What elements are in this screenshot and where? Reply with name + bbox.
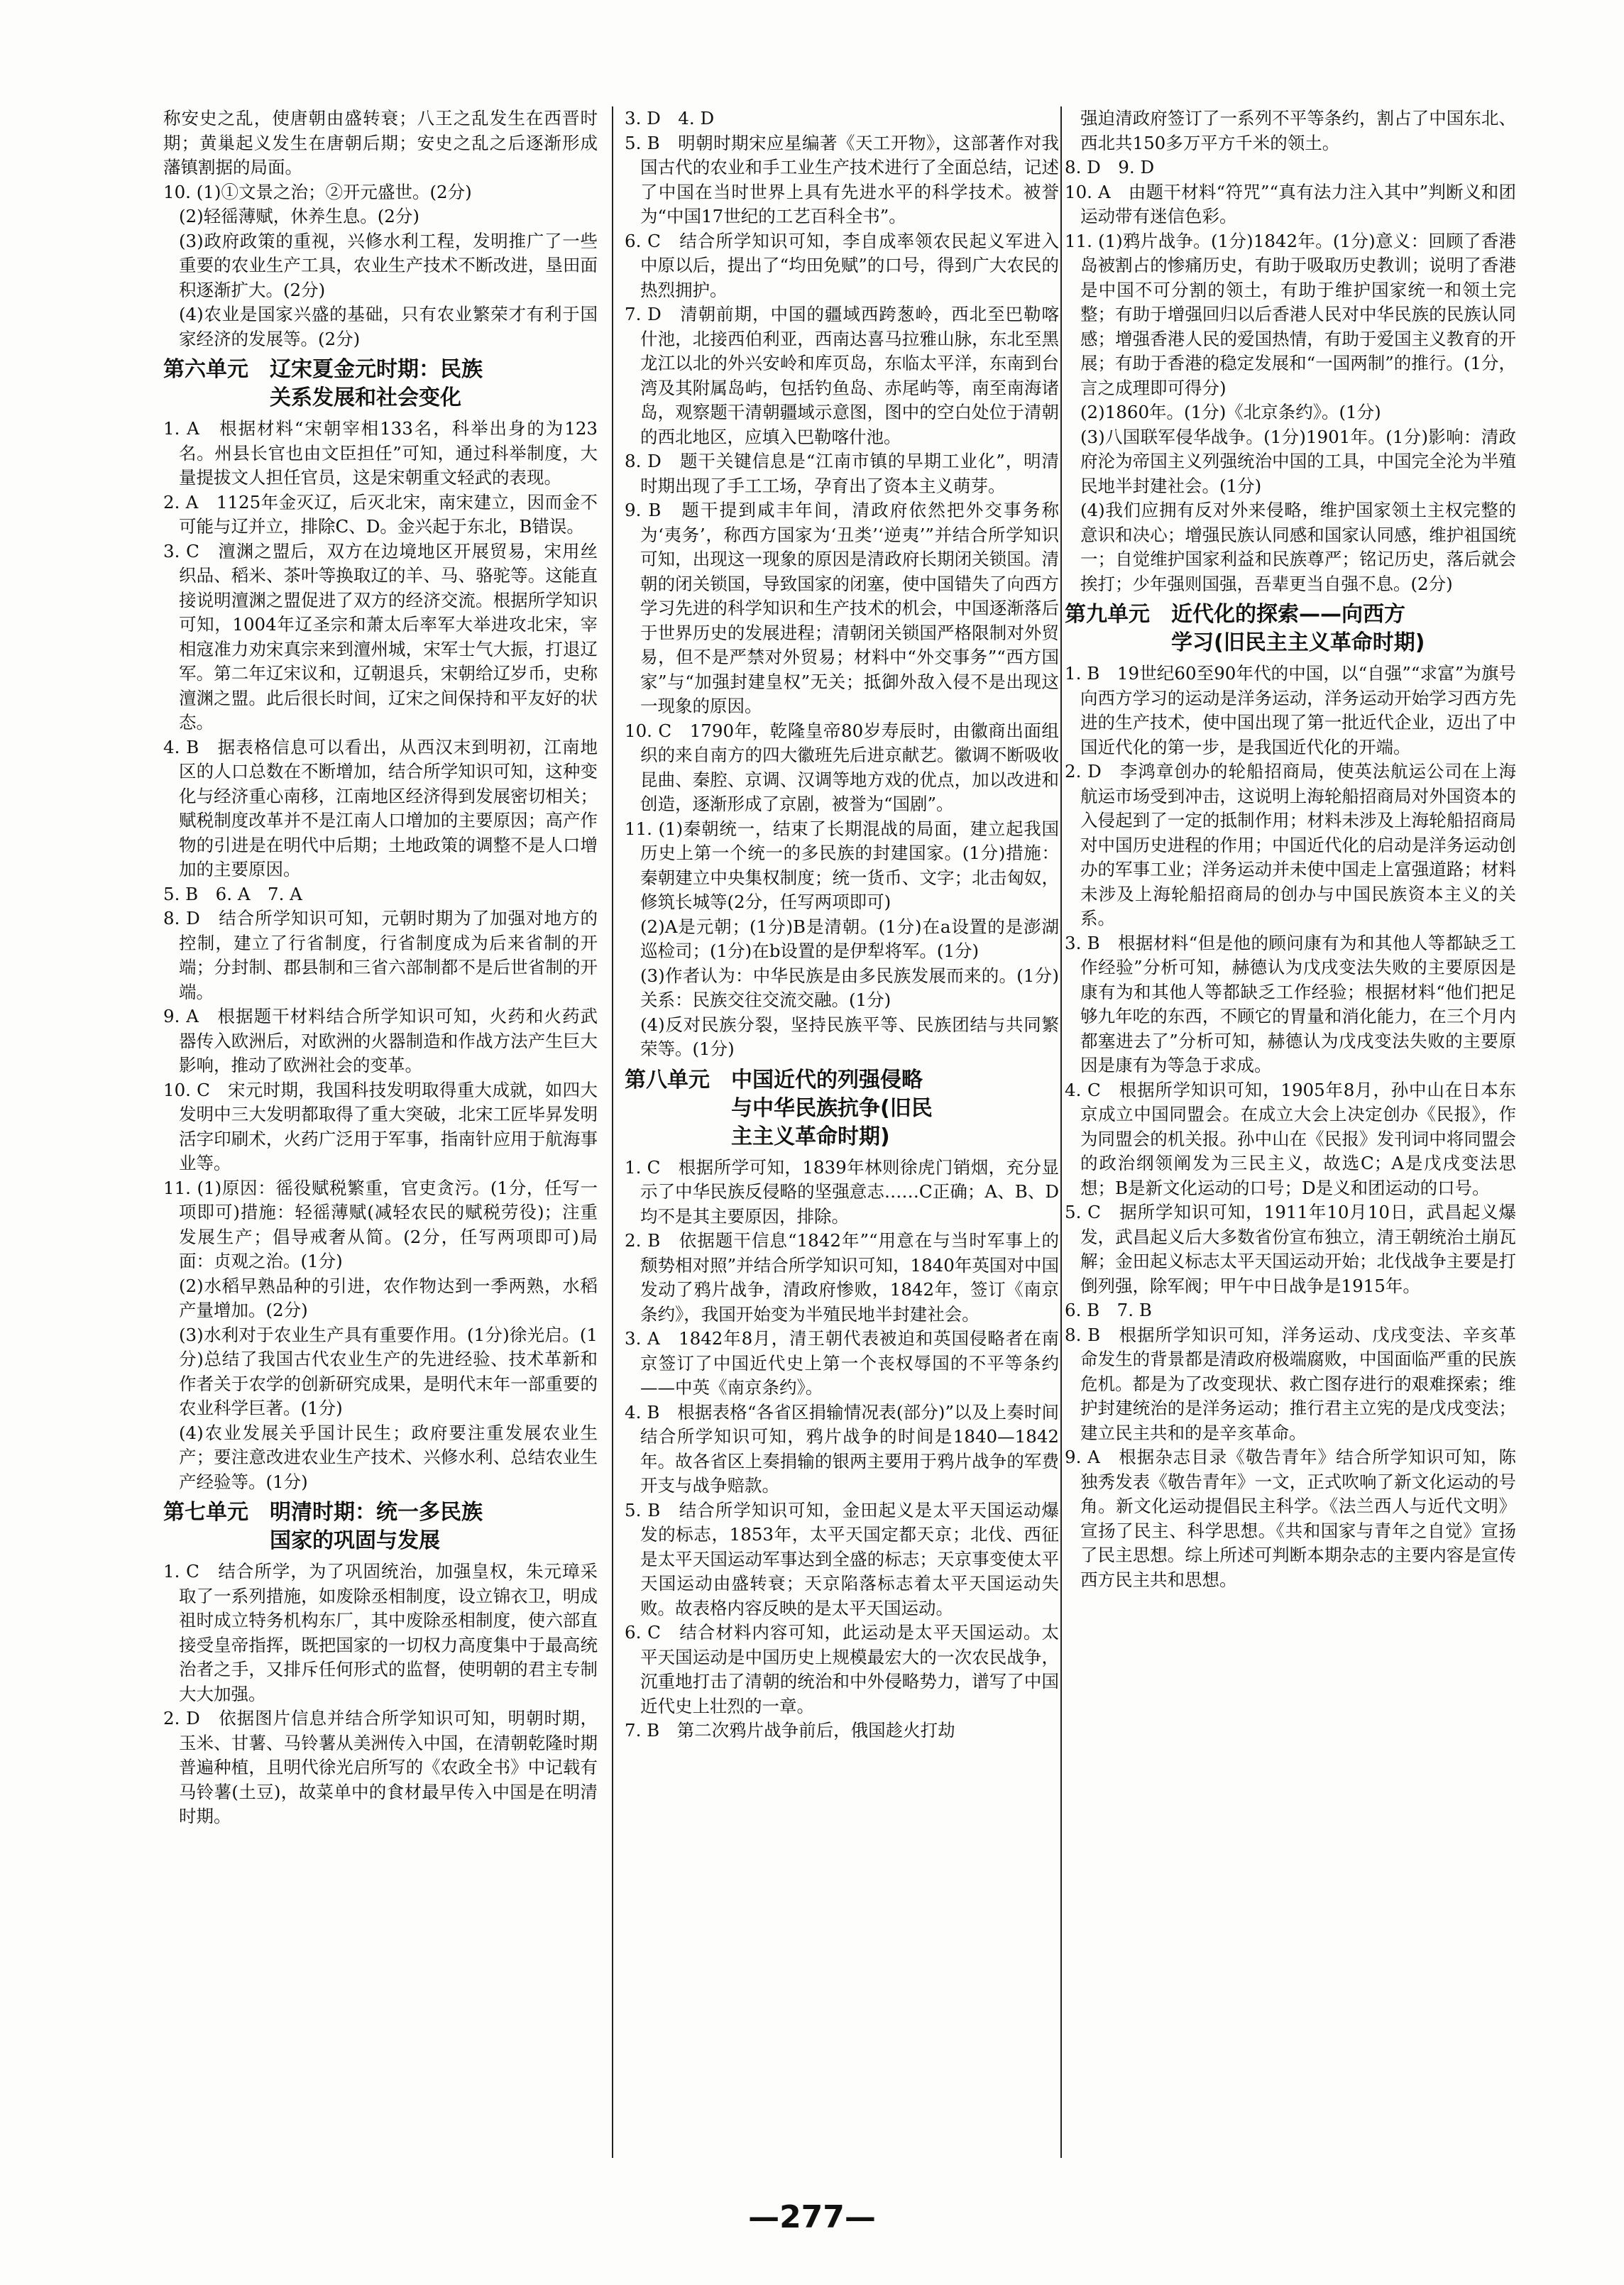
answer-text: 称安史之乱，使唐朝由盛转衰；八王之乱发生在西晋时期；黄巢起义发生在唐朝后期；安史之乱之后逐渐形成藩镇割据的局面。 bbox=[163, 108, 598, 177]
answer-sub: (4)农业是国家兴盛的基础，只有农业繁荣才有利于国家经济的发展等。(2分) bbox=[179, 304, 598, 349]
unit-heading: 第六单元 辽宋夏金元时期：民族 关系发展和社会变化 bbox=[163, 357, 483, 410]
answer-item: 10. (1)①文景之治；②开元盛世。(2分) bbox=[163, 181, 472, 202]
answer-item: 8. D 题干关键信息是“江南市镇的早期工业化”，明清时期出现了手工工场，孕育出了资本主义萌芽。 bbox=[625, 451, 1059, 496]
answer-item: 3. B 根据材料“但是他的顾问康有为和其他人等都缺乏工作经验”分析可知，赫德认为戊戌变法失败的主要原因是康有为和其他人等都缺乏工作经验；根据材料“他们把足够九年吃的东西，不顾它的胃量和消化能力，在三个月内都塞进去了”分析可知，赫德认为戊戌变法失败的主要原因是康有为等急于求成。 bbox=[1065, 932, 1516, 1075]
column-left bbox=[163, 106, 598, 2164]
answer-sub: (3)水利对于农业生产具有重要作用。(1分)徐光启。(1分)总结了我国古代农业生产的先进经验、技术革新和作者关于农学的创新研究成果，是明代末年一部重要的农业科学巨著。(1分) bbox=[179, 1324, 598, 1418]
answer-item: 5. C 据所学知识可知，1911年10月10日，武昌起义爆发，武昌起义后大多数省份宣布独立，清王朝统治土崩瓦解；金田起义标志太平天国运动开始；北伐战争主要是打倒列强，除军阀；甲午中日战争是1915年。 bbox=[1065, 1202, 1516, 1296]
answer-item: 11. (1)原因：徭役赋税繁重，官吏贪污。(1分，任写一项即可)措施：轻徭薄赋(减轻农民的赋税劳役)；注重发展生产；倡导戒奢从简。(2分，任写两项即可)局面：贞观之治。(1分) bbox=[163, 1177, 598, 1271]
column-divider bbox=[612, 106, 613, 2158]
answer-item: 5. B 明朝时期宋应星编著《天工开物》，这部著作对我国古代的农业和手工业生产技术进行了全面总结，记述了中国在当时世界上具有先进水平的科学技术。被誉为“中国17世纪的工艺百科全书”。 bbox=[625, 132, 1059, 226]
answer-item: 3. A 1842年8月，清王朝代表被迫和英国侵略者在南京签订了中国近代史上第一个丧权辱国的不平等条约——中英《南京条约》。 bbox=[625, 1328, 1059, 1398]
answer-sub: (2)轻徭薄赋，休养生息。(2分) bbox=[179, 206, 419, 226]
answer-item: 11. (1)鸦片战争。(1分)1842年。(1分)意义：回顾了香港岛被割占的惨痛历史，有助于吸取历史教训；说明了香港是中国不可分割的领土，有助于维护国家统一和领土完整；有助于增强回归以后香港人民对中华民族的民族认同感；增强香港人民的爱国热情，有助于爱国主义教育的开展；有助于香港的稳定发展和“一国两制”的推行。(1分，言之成理即可得分) bbox=[1065, 230, 1516, 398]
answer-item: 8. B 根据所学知识可知，洋务运动、戊戌变法、辛亥革命发生的背景都是清政府极端腐败，中国面临严重的民族危机。都是为了改变现状、救亡图存进行的艰难探索；维护封建统治的是洋务运动；推行君主立宪的是戊戌变法；建立民主共和的是辛亥革命。 bbox=[1065, 1324, 1516, 1443]
column-right bbox=[1065, 106, 1516, 2164]
answer-item: 6. B 7. B bbox=[1065, 1300, 1152, 1320]
answer-item: 4. B 根据表格“各省区捐输情况表(部分)”以及上奏时间结合所学知识可知，鸦片战争的时间是1840—1842年。故各省区上奏捐输的银两主要用于鸦片战争的军费开支与战争赔款。 bbox=[625, 1401, 1059, 1496]
answer-item: 2. A 1125年金灭辽，后灭北宋，南宋建立，因而金不可能与辽并立，排除C、D。金兴起于东北，B错误。 bbox=[163, 491, 598, 537]
answer-item: 6. C 结合所学知识可知，李自成率领农民起义军进入中原以后，提出了“均田免赋”的口号，得到广大农民的热烈拥护。 bbox=[625, 230, 1059, 300]
answer-sub: (3)作者认为：中华民族是由多民族发展而来的。(1分)关系：民族交往交流交融。(1分) bbox=[640, 965, 1059, 1010]
answer-item: 3. D 4. D bbox=[625, 108, 715, 128]
column-middle bbox=[625, 106, 1059, 2164]
answer-sub: (2)A是元朝；(1分)B是清朝。(1分)在a设置的是澎湖巡检司；(1分)在b设置的是伊犁将军。(1分) bbox=[640, 916, 1059, 961]
answer-item: 10. A 由题干材料“符咒”“真有法力注入其中”判断义和团运动带有迷信色彩。 bbox=[1065, 181, 1516, 226]
answer-item: 3. C 澶渊之盟后，双方在边境地区开展贸易，宋用丝织品、稻米、茶叶等换取辽的羊、马、骆驼等。这能直接说明澶渊之盟促进了双方的经济交流。根据所学知识可知，1004年辽圣宗和萧太后率军大举进攻北宋，宰相寇准力劝宋真宗来到澶州城，宋军士气大振，打退辽军。第二年辽宋议和，辽朝退兵，宋朝给辽岁币，史称澶渊之盟。此后很长时间，辽宋之间保持和平友好的状态。 bbox=[163, 540, 598, 733]
answer-item: 8. D 9. D bbox=[1065, 157, 1155, 177]
answer-item: 9. A 根据杂志目录《敬告青年》结合所学知识可知，陈独秀发表《敬告青年》一文，正式吹响了新文化运动的号角。新文化运动提倡民主科学。《法兰西人与近代文明》宣扬了民主、科学思想。《共和国家与青年之自觉》宣扬了民主思想。综上所述可判断本期杂志的主要内容是宣传西方民主共和思想。 bbox=[1065, 1447, 1516, 1590]
answer-sub: (3)八国联军侵华战争。(1分)1901年。(1分)影响：清政府沦为帝国主义列强统治中国的工具，中国完全沦为半殖民地半封建社会。(1分) bbox=[1080, 426, 1516, 496]
answer-item: 7. D 清朝前期，中国的疆域西跨葱岭，西北至巴勒喀什池，北接西伯利亚，西南达喜马拉雅山脉，东北至黑龙江以北的外兴安岭和库页岛，东临太平洋，东南到台湾及其附属岛屿，包括钓鱼岛、赤尾屿等，南至南海诸岛，观察题干清朝疆域示意图，图中的空白处位于清朝的西北地区，应填入巴勒喀什池。 bbox=[625, 304, 1059, 447]
answer-item: 6. C 结合材料内容可知，此运动是太平天国运动。太平天国运动是中国历史上规模最宏大的一次农民战争，沉重地打击了清朝的统治和中外侵略势力，谱写了中国近代史上壮烈的一章。 bbox=[625, 1622, 1059, 1716]
answer-sub: (4)我们应拥有反对外来侵略，维护国家领土主权完整的意识和决心；增强民族认同感和国家认同感，维护祖国统一；自觉维护国家利益和民族尊严；铭记历史，落后就会挨打；少年强则国强，吾辈更当自强不息。(2分) bbox=[1080, 500, 1516, 594]
answer-item: 9. B 题干提到咸丰年间，清政府依然把外交事务称为‘夷务’，称西方国家为‘丑类’‘逆夷’”并结合所学知识可知，出现这一现象的原因是清政府长期闭关锁国。清朝的闭关锁国，导致国家的闭塞，使中国错失了向西方学习先进的科学知识和生产技术的机会，中国逐渐落后于世界历史的发展进程；清朝闭关锁国严格限制对外贸易，但不是严禁对外贸易；材料中“外交事务”“西方国家”与“加强封建皇权”无关；抵御外敌入侵不是出现这一现象的原因。 bbox=[625, 500, 1059, 716]
answer-sub: (3)政府政策的重视，兴修水利工程，发明推广了一些重要的农业生产工具，农业生产技术不断改进，垦田面积逐渐扩大。(2分) bbox=[179, 230, 598, 300]
answer-sub: 强迫清政府签订了一系列不平等条约，割占了中国东北、西北共150多万平方千米的领土。 bbox=[1080, 108, 1516, 153]
unit-heading: 第七单元 明清时期：统一多民族 国家的巩固与发展 bbox=[163, 1500, 483, 1553]
answer-item: 1. C 结合所学，为了巩固统治，加强皇权，朱元璋采取了一系列措施，如废除丞相制度，设立锦衣卫，明成祖时成立特务机构东厂，其中废除丞相制度，使六部直接受皇帝指挥，既把国家的一切权力高度集中于最高统治者之手，又排斥任何形式的监督，使明朝的君主专制大大加强。 bbox=[163, 1561, 598, 1704]
answer-item: 1. A 根据材料“宋朝宰相133名，科举出身的为123名。州县长官也由文臣担任”可知，通过科举制度，大量提拔文人担任官员，这是宋朝重文轻武的表现。 bbox=[163, 418, 598, 488]
answer-item: 1. B 19世纪60至90年代的中国，以“自强”“求富”为旗号向西方学习的运动是洋务运动，洋务运动开始学习西方先进的生产技术，使中国出现了第一批近代企业，迈出了中国近代化的第一步，是我国近代化的开端。 bbox=[1065, 663, 1516, 757]
answer-sub: (2)1860年。(1分)《北京条约》。(1分) bbox=[1080, 402, 1381, 422]
column-divider bbox=[1060, 106, 1062, 2158]
answer-item: 11. (1)秦朝统一，结束了长期混战的局面，建立起我国历史上第一个统一的多民族的封建国家。(1分)措施：秦朝建立中央集权制度；统一货币、文字；北击匈奴，修筑长城等(2分，任写两项即可) bbox=[625, 818, 1059, 912]
answer-item: 2. D 李鸿章创办的轮船招商局，使英法航运公司在上海航运市场受到冲击，这说明上海轮船招商局对外国资本的入侵起到了一定的抵制作用；材料未涉及上海轮船招商局对中国历史进程的作用；中国近代化的启动是洋务运动创办的军事工业；洋务运动并未使中国走上富强道路；材料未涉及上海轮船招商局的创办与中国民族资本主义的关系。 bbox=[1065, 761, 1516, 928]
answer-item: 7. B 第二次鸦片战争前后，俄国趁火打劫 bbox=[625, 1720, 955, 1741]
answer-sub: (4)农业发展关乎国计民生；政府要注重发展农业生产；要注意改进农业生产技术、兴修水利、总结农业生产经验等。(1分) bbox=[179, 1422, 598, 1492]
page-number: —277— bbox=[748, 2199, 876, 2235]
answer-sub: (2)水稻早熟品种的引进，农作物达到一季两熟，水稻产量增加。(2分) bbox=[179, 1275, 598, 1320]
answer-sub: (4)反对民族分裂，坚持民族平等、民族团结与共同繁荣等。(1分) bbox=[640, 1014, 1059, 1059]
answer-item: 10. C 1790年，乾隆皇帝80岁寿辰时，由徽商出面组织的来自南方的四大徽班先后进京献艺。徽调不断吸收昆曲、秦腔、京调、汉调等地方戏的优点，加以改进和创造，逐渐形成了京剧，被誉为“国剧”。 bbox=[625, 720, 1059, 814]
answer-item: 9. A 根据题干材料结合所学知识可知，火药和火药武器传入欧洲后，对欧洲的火器制造和作战方法产生巨大影响，推动了欧洲社会的变革。 bbox=[163, 1006, 598, 1075]
answer-item: 1. C 根据所学可知，1839年林则徐虎门销烟，充分显示了中华民族反侵略的坚强意志……C正确；A、B、D 均不是其主要原因，排除。 bbox=[625, 1156, 1059, 1227]
answer-item: 2. B 依据题干信息“1842年”“用意在与当时军事上的颓势相对照”并结合所学知识可知，1840年英国对中国发动了鸦片战争，清政府惨败，1842年，签订《南京条约》，我国开始变为半殖民地半封建社会。 bbox=[625, 1230, 1059, 1325]
answer-item: 10. C 宋元时期，我国科技发明取得重大成就，如四大发明中三大发明都取得了重大突破，北宋工匠毕昇发明活字印刷术，火药广泛用于军事，指南针应用于航海事业等。 bbox=[163, 1079, 598, 1173]
answer-item: 8. D 结合所学知识可知，元朝时期为了加强对地方的控制，建立了行省制度，行省制度成为后来省制的开端；分封制、郡县制和三省六部制都不是后世省制的开端。 bbox=[163, 908, 598, 1002]
answer-item: 5. B 结合所学知识可知，金田起义是太平天国运动爆发的标志，1853年，太平天国定都天京；北伐、西征是太平天国运动军事达到全盛的标志；天京事变使太平天国运动由盛转衰；天京陷落标志着太平天国运动失败。故表格内容反映的是太平天国运动。 bbox=[625, 1499, 1059, 1618]
answer-item: 2. D 依据图片信息并结合所学知识可知，明朝时期，玉米、甘薯、马铃薯从美洲传入中国，在清朝乾隆时期普遍种植，且明代徐光启所写的《农政全书》中记载有马铃薯(土豆)，故菜单中的食材最早传入中国是在明清时期。 bbox=[163, 1708, 598, 1826]
answer-item: 4. C 根据所学知识可知，1905年8月，孙中山在日本东京成立中国同盟会。在成立大会上决定创办《民报》，作为同盟会的机关报。孙中山在《民报》发刊词中将同盟会的政治纲领阐发为三民主义，故选C；A是戊戌变法思想；B是新文化运动的口号；D是义和团运动的口号。 bbox=[1065, 1079, 1516, 1198]
unit-heading: 第八单元 中国近代的列强侵略 与中华民族抗争(旧民 主主义革命时期) bbox=[625, 1067, 933, 1149]
answer-item: 5. B 6. A 7. A bbox=[163, 883, 302, 904]
unit-heading: 第九单元 近代化的探索——向西方 学习(旧民主主义革命时期) bbox=[1065, 602, 1425, 655]
answer-item: 4. B 据表格信息可以看出，从西汉末到明初，江南地区的人口总数在不断增加，结合所学知识可知，这种变化与经济重心南移，江南地区经济得到发展密切相关；赋税制度改革并不是江南人口增加的主要原因；高产作物的引进是在明代中后期；土地政策的调整不是人口增加的主要原因。 bbox=[163, 736, 598, 880]
